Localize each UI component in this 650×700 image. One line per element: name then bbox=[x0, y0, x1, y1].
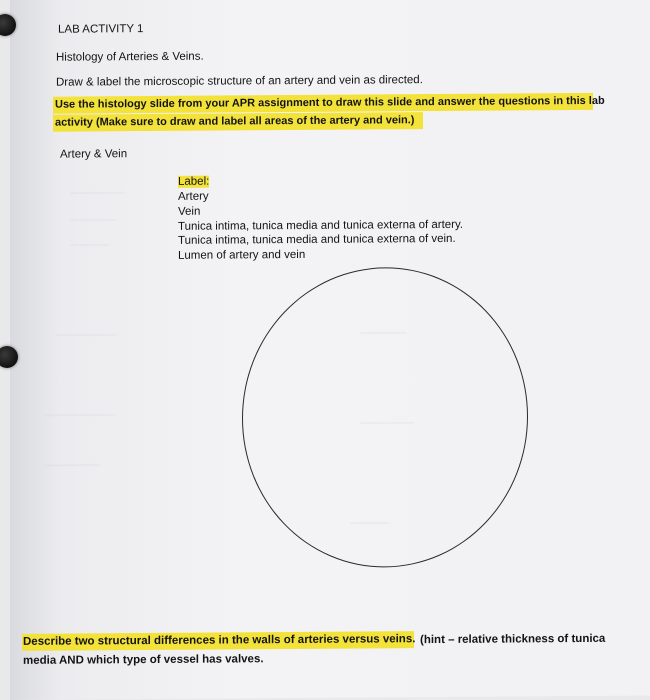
label-item: Artery bbox=[178, 190, 209, 203]
bleed-through-text: ──────── bbox=[55, 329, 118, 342]
label-heading bbox=[178, 176, 209, 188]
page-subtitle: Histology of Arteries & Veins. bbox=[56, 50, 204, 64]
question-hint-line1: (hint – relative thickness of tunica bbox=[420, 632, 606, 647]
instruction-text: Draw & label the microscopic structure of an artery and vein as directed. bbox=[56, 74, 423, 89]
highlight-instruction-line1: Use the histology slide from your APR assignment to draw this slide and answer the questions in this lab bbox=[55, 94, 605, 111]
label-item: Tunica intima, tunica media and tunica externa of vein. bbox=[178, 232, 456, 247]
bleed-through-text: ─────── bbox=[70, 187, 125, 200]
bleed-through-text: ────── bbox=[70, 214, 117, 227]
page-title: LAB ACTIVITY 1 bbox=[58, 23, 144, 36]
label-item: Tunica intima, tunica media and tunica externa of artery. bbox=[178, 218, 464, 233]
highlight-instruction-line2: activity (Make sure to draw and label all areas of the artery and vein.) bbox=[55, 114, 415, 129]
bleed-through-text: ─────── bbox=[45, 459, 100, 472]
label-item: Vein bbox=[178, 205, 201, 218]
bleed-through-text: ───────── bbox=[45, 409, 116, 422]
drawing-circle[interactable] bbox=[242, 266, 528, 568]
bleed-through-text: ─────── bbox=[360, 417, 415, 430]
question-hint-line2: media AND which type of vessel has valves. bbox=[23, 653, 264, 667]
section-title: Artery & Vein bbox=[60, 148, 128, 161]
label-item: Lumen of artery and vein bbox=[178, 248, 306, 262]
question-highlighted: Describe two structural differences in the walls of arteries versus veins. bbox=[23, 633, 416, 648]
bleed-through-text: ───── bbox=[70, 239, 109, 252]
label-heading-text: Label: bbox=[178, 175, 210, 188]
worksheet-page bbox=[10, 0, 650, 700]
bleed-through-text: ───── bbox=[350, 517, 389, 530]
bleed-through-text: ────── bbox=[360, 327, 407, 340]
